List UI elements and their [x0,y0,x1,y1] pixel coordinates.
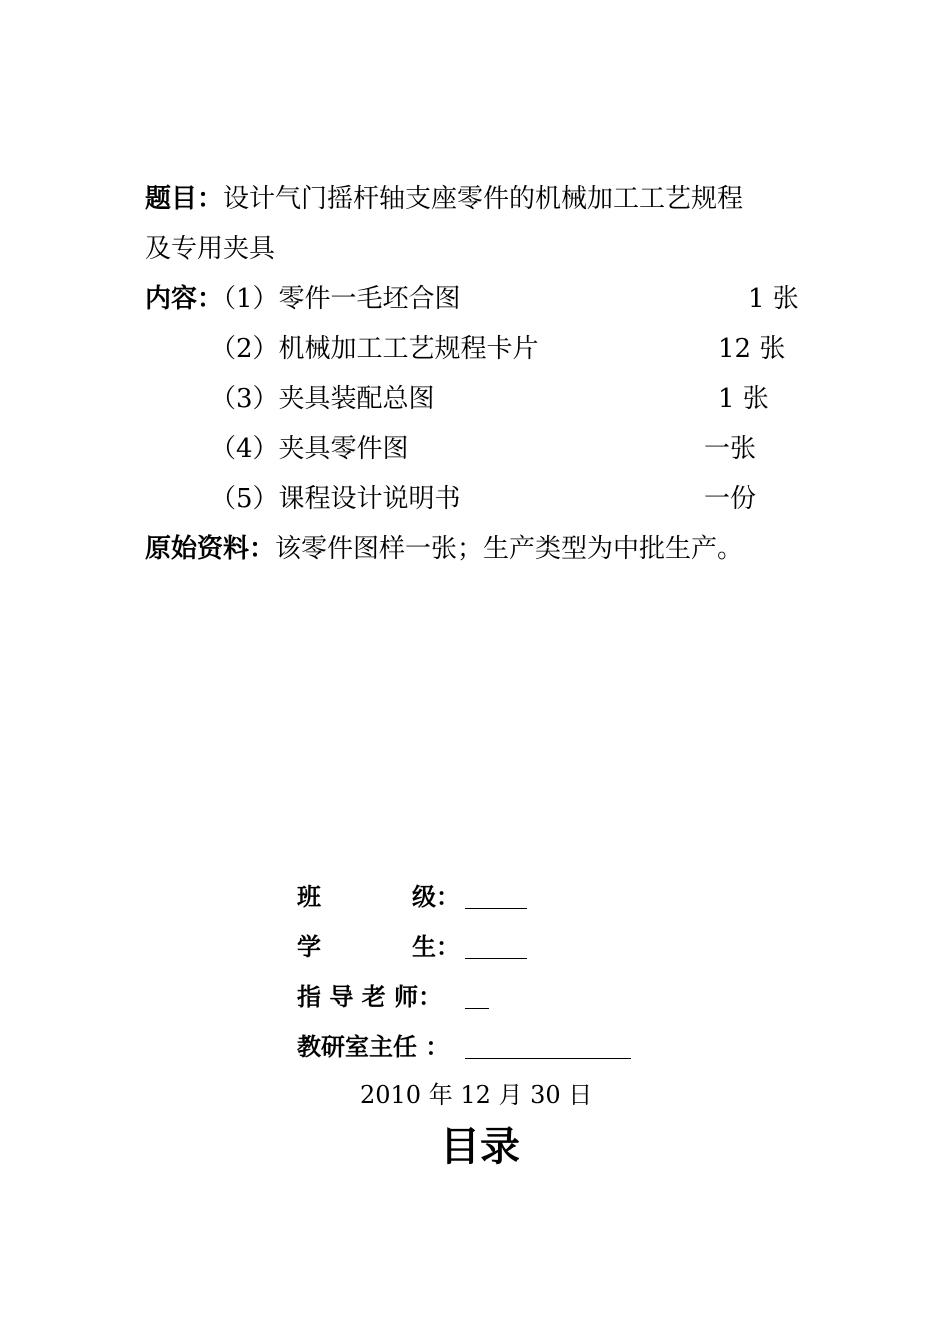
topic-line-1 [145,184,743,214]
class-label-a: 班 [297,882,321,911]
content-qty-3: 1 张 [718,384,769,414]
content-qty-5: 一份 [704,484,757,514]
content-item-3: （3）夹具装配总图 [210,384,435,414]
topic-label: 题目： [145,184,224,214]
student-blank[interactable] [465,934,527,959]
toc-title: 目录 [440,1123,520,1170]
class-blank[interactable] [465,884,527,909]
content-item-1: （1）零件一毛坯合图 [223,284,461,314]
student-label-a: 学 [297,932,321,961]
content-qty-1: 1 张 [748,284,799,314]
content-qty-2: 12 张 [718,334,786,364]
topic-text-2: 及专用夹具 [145,234,276,264]
content-item-5: （5）课程设计说明书 [210,484,461,514]
director-blank[interactable] [465,1034,631,1059]
content-qty-4: 一张 [704,434,757,464]
content-line-1 [145,284,461,314]
director-label: 教研室主任 ： [297,1032,450,1061]
content-label: 内容： [145,284,224,314]
source-label: 原始资料： [145,534,276,564]
source-text: 该零件图样一张；生产类型为中批生产。 [275,534,744,564]
source-line [145,534,743,564]
content-item-2: （2）机械加工工艺规程卡片 [210,334,539,364]
date-line: 2010 年 12 月 30 日 [360,1081,593,1109]
content-item-4: （4）夹具零件图 [210,434,409,464]
topic-text-1: 设计气门摇杆轴支座零件的机械加工工艺规程 [223,184,744,214]
class-label-b: 级： [412,882,460,911]
advisor-blank[interactable] [465,984,489,1009]
advisor-label: 指 导 老 师： [297,982,443,1011]
student-label-b: 生： [412,932,460,961]
